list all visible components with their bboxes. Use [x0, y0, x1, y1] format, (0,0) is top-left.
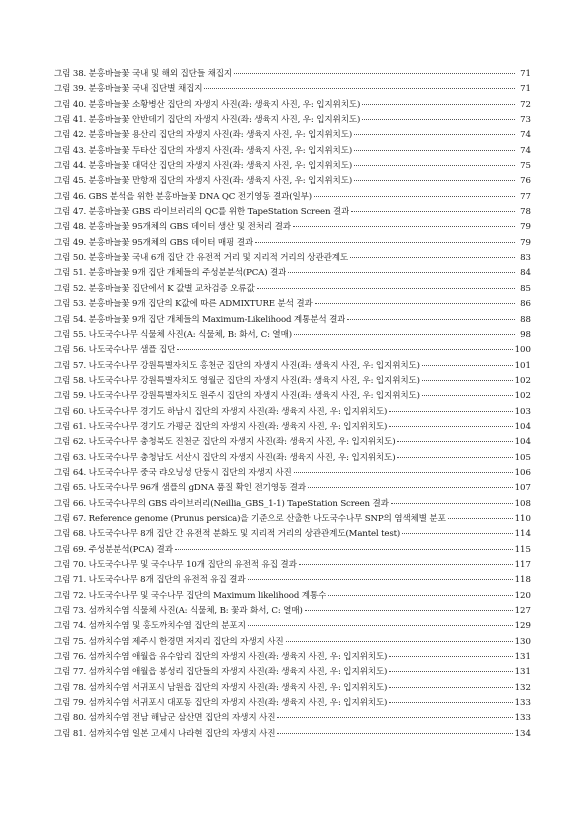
toc-entry-page-number: 120	[514, 590, 531, 601]
toc-entry[interactable]	[54, 144, 531, 159]
dot-leader	[354, 180, 515, 181]
toc-entry[interactable]	[54, 420, 531, 435]
toc-entry[interactable]	[54, 512, 531, 527]
toc-entry-page-number: 101	[514, 360, 531, 371]
toc-entry-title: 그림 49. 분홍바늘꽃 95개체의 GBS 데이터 매핑 결과	[54, 237, 254, 248]
toc-entry-page-number: 133	[514, 698, 531, 709]
dot-leader	[308, 487, 513, 488]
toc-entry[interactable]	[54, 251, 531, 266]
toc-entry-page-number: 108	[514, 498, 531, 509]
toc-entry-title: 그림 44. 분홍바늘꽃 대덕산 집단의 자생지 사진(좌: 생육지 사진, 우: 입지위치도)	[54, 161, 353, 172]
toc-entry-page-number: 71	[520, 84, 531, 95]
toc-entry[interactable]	[54, 604, 531, 619]
toc-entry-title: 그림 76. 섬까치수염 애월읍 유수암리 집단의 자생지 사진(좌: 생육지 사진, 우: 입지위치도)	[54, 652, 388, 663]
toc-entry[interactable]	[54, 67, 531, 82]
toc-entry-page-number: 115	[514, 544, 531, 555]
toc-entry[interactable]	[54, 573, 531, 588]
toc-entry-page-number: 83	[520, 253, 531, 264]
toc-entry[interactable]	[54, 405, 531, 420]
dot-leader	[354, 134, 515, 135]
toc-entry[interactable]	[54, 159, 531, 174]
dot-leader	[402, 533, 512, 534]
toc-entry-title: 그림 80. 섬까치수염 전남 해남군 삼산면 집단의 자생지 사진	[54, 713, 276, 724]
dot-leader	[234, 73, 515, 74]
toc-entry-title: 그림 59. 나도국수나무 강원특별자치도 원주시 집단의 자생지 사진(좌: 생육지 사진, 우: 입지위치도)	[54, 391, 420, 402]
toc-entry-page-number: 105	[514, 452, 531, 463]
toc-entry-page-number: 98	[520, 329, 531, 340]
toc-entry-title: 그림 55. 나도국수나무 식물체 사진(A: 식물체, B: 화서, C: 열매)	[54, 329, 292, 340]
toc-entry-page-number: 85	[520, 283, 531, 294]
dot-leader	[389, 671, 512, 672]
toc-entry-page-number: 106	[514, 467, 531, 478]
toc-entry[interactable]	[54, 527, 531, 542]
dot-leader	[354, 150, 515, 151]
toc-entry-title: 그림 46. GBS 분석을 위한 분홍바늘꽃 DNA QC 전기영동 결과(일부)	[54, 191, 312, 202]
dot-leader	[389, 426, 512, 427]
toc-entry-title: 그림 74. 섬까치수염 및 홍도까치수염 집단의 분포지	[54, 621, 246, 632]
dot-leader	[389, 687, 512, 688]
toc-entry[interactable]	[54, 451, 531, 466]
dot-leader	[277, 733, 512, 734]
dot-leader	[351, 211, 515, 212]
toc-entry-page-number: 77	[520, 191, 531, 202]
dot-leader	[362, 119, 515, 120]
toc-entry-title: 그림 64. 나도국수나무 중국 랴오닝성 단둥시 집단의 자생지 사진	[54, 467, 292, 478]
dot-leader	[354, 165, 515, 166]
toc-entry[interactable]	[54, 359, 531, 374]
toc-entry[interactable]	[54, 727, 531, 742]
toc-entry[interactable]	[54, 128, 531, 143]
toc-entry[interactable]	[54, 481, 531, 496]
toc-entry-page-number: 74	[520, 130, 531, 141]
toc-entry-page-number: 86	[520, 299, 531, 310]
toc-entry[interactable]	[54, 328, 531, 343]
dot-leader	[389, 702, 512, 703]
toc-entry[interactable]	[54, 466, 531, 481]
dot-leader	[305, 610, 513, 611]
dot-leader	[248, 625, 513, 626]
toc-entry[interactable]	[54, 113, 531, 128]
toc-entry[interactable]	[54, 266, 531, 281]
toc-entry[interactable]	[54, 236, 531, 251]
toc-entry-page-number: 84	[520, 268, 531, 279]
dot-leader	[286, 641, 513, 642]
dot-leader	[204, 88, 515, 89]
toc-entry[interactable]	[54, 98, 531, 113]
toc-entry-page-number: 117	[514, 560, 531, 570]
toc-entry-page-number: 104	[514, 437, 531, 448]
toc-entry-page-number: 72	[520, 99, 531, 110]
toc-entry[interactable]	[54, 696, 531, 711]
toc-entry-title: 그림 51. 분홍바늘꽃 9개 집단 개체들의 주성분분석(PCA) 결과	[54, 268, 287, 279]
toc-entry-title: 그림 45. 분홍바늘꽃 만항재 집단의 자생지 사진(좌: 생육지 사진, 우: 입지위치도)	[54, 176, 353, 187]
toc-entry[interactable]	[54, 619, 531, 634]
toc-entry-title: 그림 54. 분홍바늘꽃 9개 집단 개체들의 Maximum-Likelihood 계통분석 결과	[54, 314, 346, 325]
dot-leader	[448, 518, 513, 519]
toc-entry-title: 그림 68. 나도국수나무 8개 집단 간 유전적 분화도 및 지리적 거리의 상관관계도(Mantel test)	[54, 529, 401, 540]
toc-entry-title: 그림 39. 분홍바늘꽃 국내 집단별 채집지	[54, 84, 203, 95]
toc-entry[interactable]	[54, 711, 531, 726]
toc-entry[interactable]	[54, 435, 531, 450]
dot-leader	[391, 503, 513, 504]
toc-entry-page-number: 73	[520, 115, 531, 126]
dot-leader	[177, 349, 512, 350]
toc-entry-title: 그림 75. 섬까치수염 제주시 한경면 저지리 집단의 자생지 사진	[54, 636, 284, 647]
dot-leader	[248, 579, 513, 580]
toc-entry-title: 그림 69. 주성분분석(PCA) 결과	[54, 544, 173, 555]
dot-leader	[422, 365, 513, 366]
toc-entry-title: 그림 73. 섬까치수염 식물체 사진(A: 식물체, B: 꽃과 화서, C: 열매)	[54, 606, 303, 617]
toc-entry-page-number: 110	[514, 513, 531, 524]
toc-entry-page-number: 102	[514, 375, 531, 386]
toc-entry-page-number: 130	[514, 636, 531, 647]
toc-entry-title: 그림 65. 나도국수나무 96개 샘플의 gDNA 품질 확인 전기영동 결과	[54, 483, 306, 494]
dot-leader	[350, 257, 515, 258]
toc-entry[interactable]	[54, 389, 531, 404]
toc-entry-title: 그림 57. 나도국수나무 강원특별자치도 홍천군 집단의 자생지 사진(좌: 생육지 사진, 우: 입지위치도)	[54, 360, 420, 371]
dot-leader	[422, 395, 513, 396]
toc-entry-page-number: 114	[514, 529, 531, 540]
toc-entry-page-number: 76	[520, 176, 531, 187]
toc-entry-title: 그림 58. 나도국수나무 강원특별자치도 영월군 집단의 자생지 사진(좌: 생육지 사진, 우: 입지위치도)	[54, 375, 420, 386]
dot-leader	[422, 380, 513, 381]
toc-entry-page-number: 100	[514, 345, 531, 356]
toc-entry-title: 그림 41. 분홍바늘꽃 안반데기 집단의 자생지 사진(좌: 생육지 사진, 우: 입지위치도)	[54, 115, 361, 126]
toc-entry-page-number: 131	[514, 652, 531, 663]
toc-entry-page-number: 104	[514, 421, 531, 432]
toc-entry-page-number: 74	[520, 145, 531, 156]
toc-entry-title: 그림 79. 섬까치수염 서귀포시 대포동 집단의 자생지 사진(좌: 생육지 사진, 우: 입지위치도)	[54, 698, 388, 709]
toc-entry[interactable]	[54, 665, 531, 680]
toc-entry[interactable]	[54, 313, 531, 328]
toc-entry[interactable]	[54, 650, 531, 665]
dot-leader	[362, 104, 515, 105]
toc-entry[interactable]	[54, 558, 531, 573]
toc-entry-page-number: 131	[514, 667, 531, 678]
toc-entry[interactable]	[54, 297, 531, 312]
toc-entry-title: 그림 48. 분홍바늘꽃 95개체의 GBS 데이터 생산 및 전처리 결과	[54, 222, 291, 233]
toc-entry-title: 그림 38. 분홍바늘꽃 국내 및 해외 집단들 채집지	[54, 69, 233, 79]
dot-leader	[328, 595, 512, 596]
toc-entry[interactable]	[54, 343, 531, 358]
toc-entry-title: 그림 63. 나도국수나무 충청남도 서산시 집단의 자생지 사진(좌: 생육지 사진, 우: 입지위치도)	[54, 452, 396, 463]
toc-entry-title: 그림 61. 나도국수나무 경기도 가평군 집단의 자생지 사진(좌: 생육지 사진, 우: 입지위치도)	[54, 421, 388, 432]
toc-entry[interactable]	[54, 220, 531, 235]
dot-leader	[389, 656, 512, 657]
toc-entry[interactable]	[54, 635, 531, 650]
dot-leader	[257, 288, 515, 289]
dot-leader	[397, 457, 512, 458]
toc-entry-page-number: 88	[520, 314, 531, 325]
toc-entry-title: 그림 77. 섬까치수염 애월읍 봉성리 집단들의 자생지 사진(좌: 생육지 사진, 우: 입지위치도)	[54, 667, 388, 678]
toc-entry-title: 그림 53. 분홍바늘꽃 9개 집단의 K값에 따른 ADMIXTURE 분석 결과	[54, 299, 313, 310]
dot-leader	[299, 564, 513, 565]
toc-entry-title: 그림 67. Reference genome (Prunus persica)을 기준으로 산출한 나도국수나무 SNP의 염색체별 분포	[54, 513, 446, 524]
toc-entry-title: 그림 47. 분홍바늘꽃 GBS 라이브러리의 QC를 위한 TapeStation Screen 결과	[54, 207, 350, 218]
toc-entry-page-number: 78	[520, 207, 531, 218]
dot-leader	[277, 717, 512, 718]
toc-entry[interactable]	[54, 681, 531, 696]
toc-entry-page-number: 107	[514, 483, 531, 494]
toc-entry[interactable]	[54, 589, 531, 604]
toc-entry-title: 그림 52. 분홍바늘꽃 집단에서 K 값별 교차검증 오류값	[54, 283, 255, 294]
toc-entry-title: 그림 50. 분홍바늘꽃 국내 6개 집단 간 유전적 거리 및 지리적 거리의 상관관계도	[54, 253, 349, 264]
dot-leader	[294, 472, 513, 473]
toc-entry-page-number: 103	[514, 406, 531, 417]
toc-entry-page-number: 79	[520, 222, 531, 233]
toc-entry-title: 그림 72. 나도국수나무 및 국수나무 집단의 Maximum likelihood 계통수	[54, 590, 327, 601]
toc-entry-page-number: 71	[520, 69, 531, 79]
toc-entry-title: 그림 71. 나도국수나무 8개 집단의 유전적 유집 결과	[54, 575, 246, 586]
toc-entry[interactable]	[54, 205, 531, 220]
toc-entry-title: 그림 66. 나도국수나무의 GBS 라이브러리(Neillia_GBS_1-1) TapeStation Screen 결과	[54, 498, 389, 509]
toc-entry[interactable]	[54, 82, 531, 97]
toc-entry-page-number: 127	[514, 606, 531, 617]
dot-leader	[175, 549, 513, 550]
dot-leader	[314, 196, 515, 197]
toc-entry-page-number: 118	[514, 575, 531, 586]
dot-leader	[347, 319, 515, 320]
toc-entry[interactable]	[54, 282, 531, 297]
dot-leader	[315, 303, 515, 304]
toc-entry-title: 그림 56. 나도국수나무 샘플 집단	[54, 345, 176, 356]
toc-entry-page-number: 134	[514, 728, 531, 739]
toc-entry-page-number: 133	[514, 713, 531, 724]
toc-entry-title: 그림 81. 섬까치수염 일본 고세시 나라현 집단의 자생지 사진	[54, 728, 276, 739]
toc-entry-title: 그림 42. 분홍바늘꽃 용산리 집단의 자생지 사진(좌: 생육지 사진, 우: 입지위치도)	[54, 130, 353, 141]
toc-entry[interactable]	[54, 374, 531, 389]
toc-entry[interactable]	[54, 190, 531, 205]
toc-entry-page-number: 79	[520, 237, 531, 248]
toc-entry-title: 그림 62. 나도국수나무 충청북도 진천군 집단의 자생지 사진(좌: 생육지 사진, 우: 입지위치도)	[54, 437, 396, 448]
dot-leader	[294, 334, 515, 335]
toc-entry-title: 그림 43. 분홍바늘꽃 두타산 집단의 자생지 사진(좌: 생육지 사진, 우: 입지위치도)	[54, 145, 353, 156]
list-of-figures	[54, 67, 531, 742]
toc-entry[interactable]	[54, 543, 531, 558]
toc-entry-page-number: 75	[520, 161, 531, 172]
toc-entry[interactable]	[54, 174, 531, 189]
toc-entry-page-number: 102	[514, 391, 531, 402]
dot-leader	[288, 272, 515, 273]
toc-entry-title: 그림 70. 나도국수나무 및 국수나무 10개 집단의 유전적 유집 결과	[54, 560, 297, 570]
toc-entry-page-number: 132	[514, 682, 531, 693]
dot-leader	[293, 226, 515, 227]
toc-entry-title: 그림 78. 섬까치수염 서귀포시 남원읍 집단의 자생지 사진(좌: 생육지 사진, 우: 입지위치도)	[54, 682, 388, 693]
dot-leader	[397, 441, 512, 442]
toc-entry[interactable]	[54, 497, 531, 512]
toc-entry-title: 그림 60. 나도국수나무 경기도 하남시 집단의 자생지 사진(좌: 생육지 사진, 우: 입지위치도)	[54, 406, 388, 417]
toc-entry-page-number: 129	[514, 621, 531, 632]
dot-leader	[389, 411, 512, 412]
toc-entry-title: 그림 40. 분홍바늘꽃 소황병산 집단의 자생지 사진(좌: 생육지 사진, 우: 입지위치도)	[54, 99, 361, 110]
dot-leader	[255, 242, 515, 243]
